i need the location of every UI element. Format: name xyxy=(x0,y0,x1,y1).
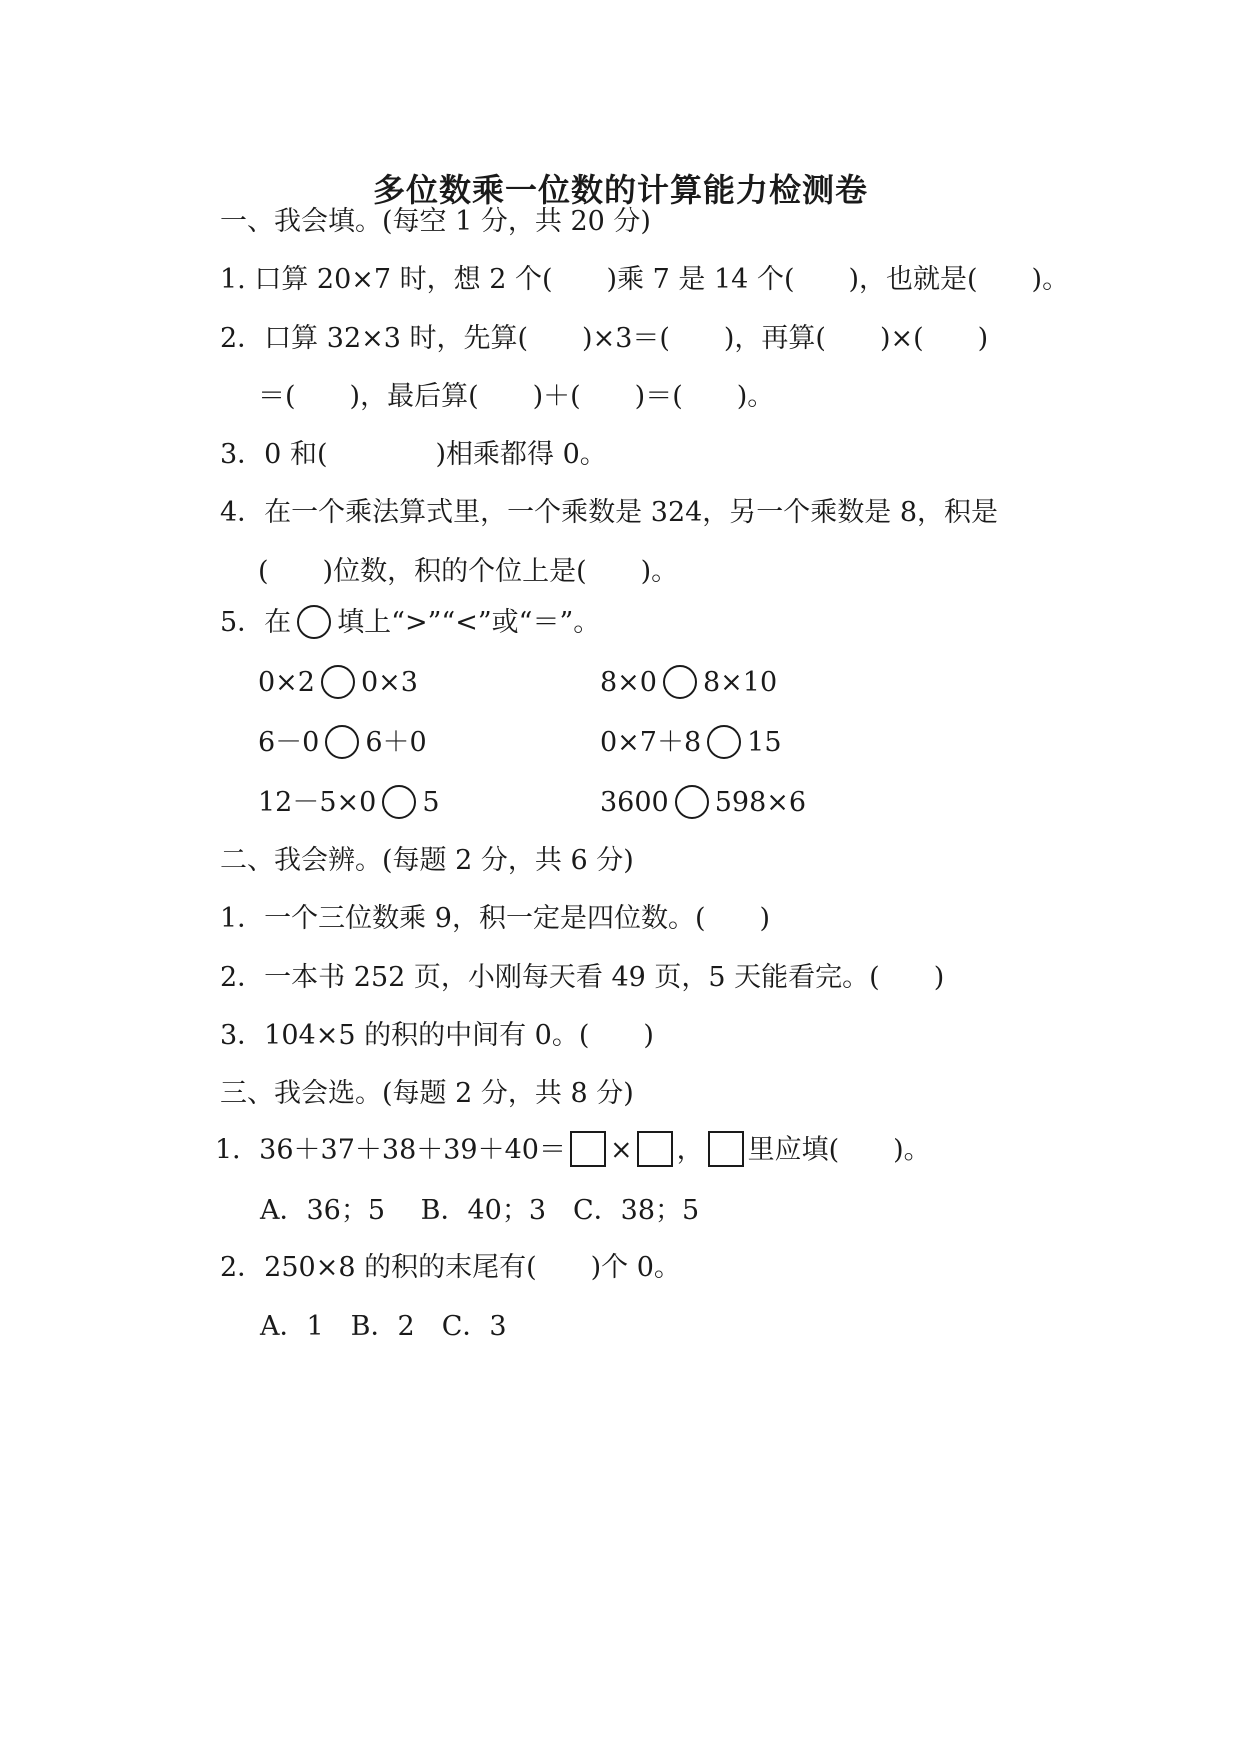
compare-item xyxy=(258,786,440,821)
compare-right: 8×10 xyxy=(702,667,778,698)
compare-item xyxy=(258,666,418,701)
answer-circle[interactable] xyxy=(321,665,355,699)
compare-right: 15 xyxy=(747,727,782,758)
compare-item xyxy=(258,726,427,761)
compare-left: 0×7＋8 xyxy=(600,727,702,758)
answer-circle[interactable] xyxy=(663,665,697,699)
question-1-5-suffix: 填上“>”“<”或“＝”。 xyxy=(337,607,601,638)
answer-box[interactable] xyxy=(570,1131,606,1167)
compare-item xyxy=(600,666,777,701)
blank-circle-icon xyxy=(297,605,331,639)
compare-right: 598×6 xyxy=(714,787,807,818)
compare-right: 5 xyxy=(422,787,440,818)
compare-item xyxy=(600,726,782,761)
section-2-heading: 二、我会辨。(每题 2 分，共 6 分) xyxy=(220,845,634,876)
blank-box-icon xyxy=(708,1131,744,1167)
question-2-1: 1．一个三位数乘 9，积一定是四位数。( ) xyxy=(220,903,771,934)
compare-left: 12－5×0 xyxy=(258,787,377,818)
question-3-1-suffix: 里应填( )。 xyxy=(747,1134,931,1166)
question-1-4-line-1: 4．在一个乘法算式里，一个乘数是 324，另一个乘数是 8，积是 xyxy=(220,497,999,528)
compare-left: 8×0 xyxy=(600,667,657,698)
question-1-5-prefix: 5．在 xyxy=(220,607,292,638)
question-3-1-expression: 1．36＋37＋38＋39＋40＝ xyxy=(215,1134,566,1166)
question-2-2: 2．一本书 252 页，小刚每天看 49 页，5 天能看完。( ) xyxy=(220,962,945,993)
question-1-1: 1. 口算 20×7 时，想 2 个( )乘 7 是 14 个( )，也就是( )。 xyxy=(220,264,1070,295)
question-3-2-options: A．1 B．2 C．3 xyxy=(260,1311,507,1342)
answer-circle[interactable] xyxy=(325,725,359,759)
page-title: 多位数乘一位数的计算能力检测卷 xyxy=(372,171,868,209)
answer-circle[interactable] xyxy=(675,785,709,819)
question-1-3: 3．0 和( )相乘都得 0。 xyxy=(220,439,607,470)
compare-right: 6＋0 xyxy=(365,727,427,758)
times-sign: × xyxy=(609,1134,633,1166)
answer-box[interactable] xyxy=(637,1131,673,1167)
compare-right: 0×3 xyxy=(360,667,418,698)
question-1-2-line-2: ＝( )，最后算( )＋( )＝( )。 xyxy=(258,381,775,412)
question-1-5 xyxy=(220,606,600,641)
section-1-heading: 一、我会填。(每空 1 分，共 20 分) xyxy=(220,206,651,237)
section-3-heading: 三、我会选。(每题 2 分，共 8 分) xyxy=(220,1078,634,1109)
question-3-2: 2．250×8 的积的末尾有( )个 0。 xyxy=(220,1252,681,1283)
compare-item xyxy=(600,786,806,821)
comma: ， xyxy=(676,1134,704,1166)
answer-circle[interactable] xyxy=(707,725,741,759)
compare-left: 3600 xyxy=(600,787,669,818)
question-1-2-line-1: 2．口算 32×3 时，先算( )×3＝( )，再算( )×( ) xyxy=(220,323,989,354)
compare-left: 0×2 xyxy=(258,667,315,698)
answer-circle[interactable] xyxy=(382,785,416,819)
question-1-4-line-2: ( )位数，积的个位上是( )。 xyxy=(258,556,679,587)
question-3-1-options: A．36；5 B．40；3 C．38；5 xyxy=(260,1195,700,1226)
question-2-3: 3．104×5 的积的中间有 0。( ) xyxy=(220,1020,654,1051)
question-3-1 xyxy=(215,1133,931,1169)
compare-left: 6－0 xyxy=(258,727,320,758)
